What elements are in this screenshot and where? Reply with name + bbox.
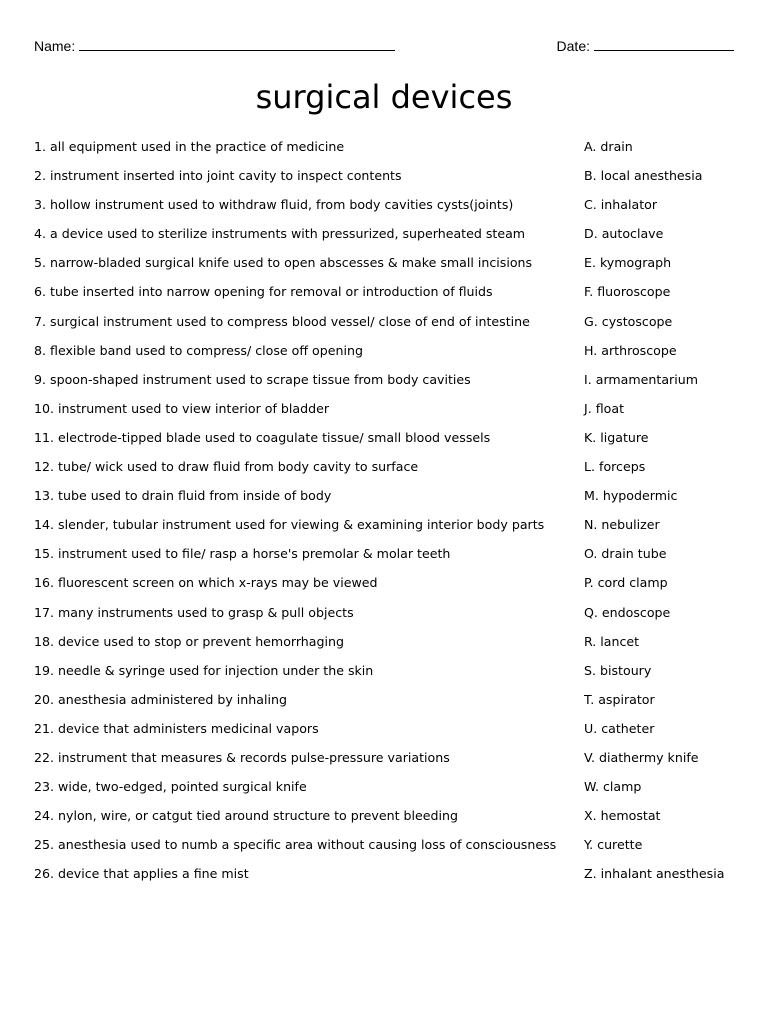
answer-option: V. diathermy knife — [584, 749, 699, 765]
answer-option: I. armamentarium — [584, 371, 698, 387]
list-item — [34, 807, 734, 836]
answer-option: F. fluoroscope — [584, 284, 671, 300]
list-item — [34, 487, 734, 516]
list-item — [34, 313, 734, 342]
list-item — [34, 836, 734, 865]
answer-option: C. inhalator — [584, 197, 658, 213]
answer-option: W. clamp — [584, 779, 642, 795]
definition-text: 19. needle & syringe used for injection under the skin — [34, 662, 374, 678]
definition-text: 26. device that applies a fine mist — [34, 866, 249, 882]
list-item — [34, 604, 734, 633]
list-item — [34, 778, 734, 807]
answer-option: E. kymograph — [584, 255, 672, 271]
date-blank-line[interactable] — [594, 36, 734, 51]
definition-text: 18. device used to stop or prevent hemorrhaging — [34, 633, 344, 649]
definition-text: 7. surgical instrument used to compress blood vessel/ close of end of intestine — [34, 313, 530, 329]
answer-option: A. drain — [584, 139, 633, 154]
answer-option: J. float — [584, 400, 625, 416]
definition-text: 20. anesthesia administered by inhaling — [34, 691, 287, 707]
list-item — [34, 691, 734, 720]
list-item — [34, 254, 734, 283]
list-item — [34, 429, 734, 458]
definition-text: 2. instrument inserted into joint cavity to inspect contents — [34, 168, 402, 184]
answer-option: Z. inhalant anesthesia — [584, 866, 725, 882]
definition-text: 22. instrument that measures & records pulse-pressure variations — [34, 749, 450, 765]
definition-text: 4. a device used to sterilize instruments with pressurized, superheated steam — [34, 226, 526, 242]
answer-option: P. cord clamp — [584, 575, 668, 591]
definition-text: 24. nylon, wire, or catgut tied around structure to prevent bleeding — [34, 808, 458, 824]
list-item — [34, 167, 734, 196]
definition-text: 3. hollow instrument used to withdraw fluid, from body cavities cysts(joints) — [34, 197, 514, 213]
answer-option: L. forceps — [584, 459, 646, 475]
list-item — [34, 516, 734, 545]
answer-option: N. nebulizer — [584, 517, 660, 533]
list-item — [34, 545, 734, 574]
answer-option: S. bistoury — [584, 662, 652, 678]
definition-text: 25. anesthesia used to numb a specific area without causing loss of consciousness — [34, 837, 557, 853]
list-item — [34, 225, 734, 254]
list-item — [34, 633, 734, 662]
page-title: surgical devices — [255, 78, 513, 116]
definition-text: 23. wide, two-edged, pointed surgical knife — [34, 779, 307, 795]
answer-option: T. aspirator — [584, 691, 655, 707]
definition-text: 10. instrument used to view interior of bladder — [34, 400, 330, 416]
answer-option: D. autoclave — [584, 226, 664, 242]
definition-text: 15. instrument used to file/ rasp a horse's premolar & molar teeth — [34, 546, 451, 562]
definition-text: 16. fluorescent screen on which x-rays may be viewed — [34, 575, 378, 591]
answer-option: X. hemostat — [584, 808, 661, 824]
definition-text: 6. tube inserted into narrow opening for removal or introduction of fluids — [34, 284, 493, 300]
definition-text: 8. flexible band used to compress/ close off opening — [34, 342, 363, 358]
answer-option: U. catheter — [584, 720, 655, 736]
answer-option: R. lancet — [584, 633, 640, 649]
definition-text: 12. tube/ wick used to draw fluid from body cavity to surface — [34, 459, 419, 475]
name-field — [34, 36, 395, 54]
answer-option: G. cystoscope — [584, 313, 673, 329]
list-item — [34, 662, 734, 691]
list-item — [34, 574, 734, 603]
list-item — [34, 720, 734, 749]
list-item — [34, 283, 734, 312]
list-item — [34, 196, 734, 225]
definition-text: 17. many instruments used to grasp & pull objects — [34, 604, 354, 620]
list-item — [34, 371, 734, 400]
list-item — [34, 458, 734, 487]
definition-text: 1. all equipment used in the practice of medicine — [34, 139, 345, 154]
answer-option: H. arthroscope — [584, 342, 677, 358]
definition-text: 14. slender, tubular instrument used for viewing & examining interior body parts — [34, 517, 545, 533]
answer-option: M. hypodermic — [584, 488, 678, 504]
answer-option: B. local anesthesia — [584, 168, 703, 184]
definition-text: 9. spoon-shaped instrument used to scrape tissue from body cavities — [34, 371, 471, 387]
header-row — [34, 36, 734, 56]
definition-text: 21. device that administers medicinal vapors — [34, 720, 319, 736]
name-blank-line[interactable] — [79, 36, 395, 51]
answer-option: K. ligature — [584, 429, 649, 445]
definition-text: 5. narrow-bladed surgical knife used to open abscesses & make small incisions — [34, 255, 533, 271]
definition-text: 13. tube used to drain fluid from inside of body — [34, 488, 332, 504]
answer-option: Y. curette — [584, 837, 643, 853]
date-field — [557, 36, 734, 54]
answer-option: O. drain tube — [584, 546, 667, 562]
list-item — [34, 400, 734, 429]
definition-text: 11. electrode-tipped blade used to coagulate tissue/ small blood vessels — [34, 429, 491, 445]
name-label: Name: — [34, 38, 76, 54]
date-label: Date: — [556, 38, 590, 54]
matching-list — [34, 138, 734, 894]
answer-option: Q. endoscope — [584, 604, 671, 620]
list-item — [34, 138, 734, 167]
list-item — [34, 749, 734, 778]
list-item — [34, 342, 734, 371]
list-item — [34, 865, 734, 894]
